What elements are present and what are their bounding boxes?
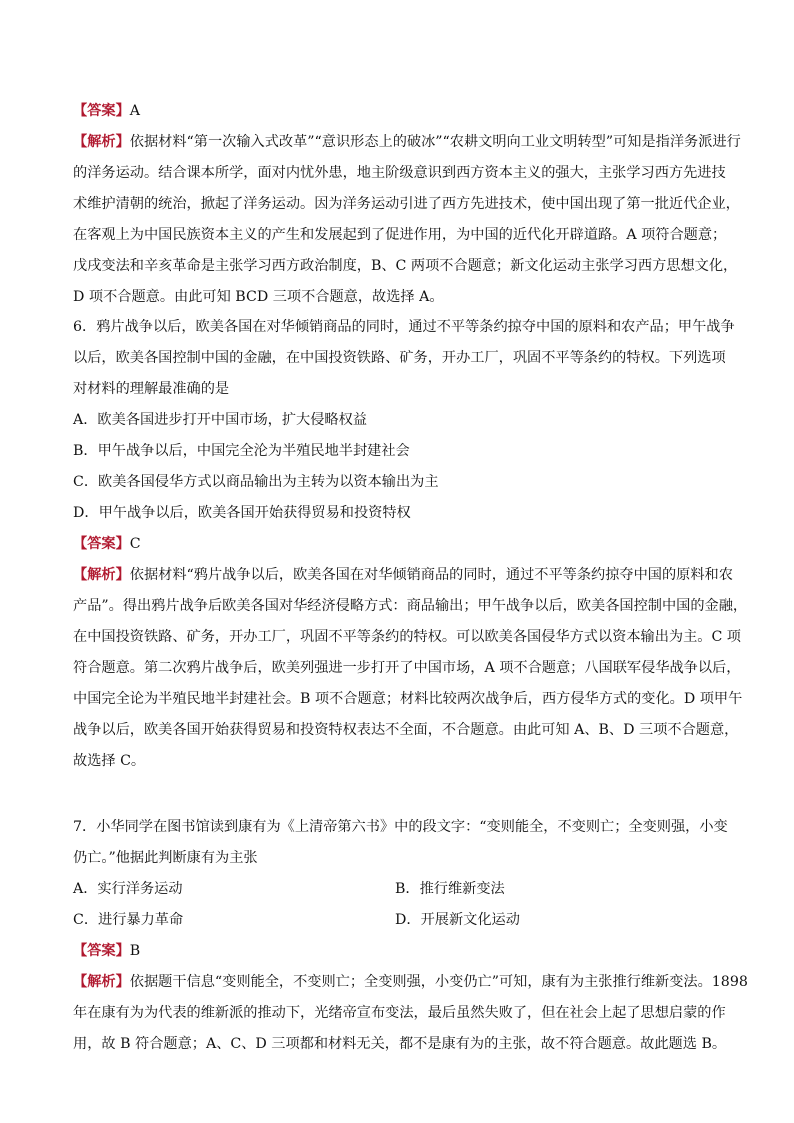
question-stem: 以后，欧美各国控制中国的金融，在中国投资铁路、矿务，开办工厂，巩固不平等条约的特权。下列选项 [73, 350, 726, 366]
analysis-text: 用，故 B 符合题意；A、C、D 三项都和材料无关，都不是康有为的主张，故不符合题意。故此题选 B。 [73, 1036, 727, 1052]
option-b: B．推行维新变法 [395, 881, 505, 897]
analysis-text: 年在康有为为代表的维新派的推动下，光绪帝宣布变法，最后虽然失败了，但在社会上起了思想启蒙的作 [73, 1005, 726, 1021]
q7-answer-line [73, 936, 725, 967]
option-d: D．开展新文化运动 [395, 912, 520, 928]
question-7 [73, 812, 748, 1060]
option-a: A．欧美各国进步打开中国市场，扩大侵略权益 [73, 412, 367, 428]
analysis-text: 中国完全论为半殖民地半封建社会。B 项不合题意；材料比较两次战争后，西方侵华方式的变化。D 项甲午 [73, 691, 743, 707]
q7-analysis-line [73, 967, 748, 998]
question-stem: 仍亡。”他据此判断康有为主张 [73, 850, 258, 866]
option-b: B．甲午战争以后，中国完全沦为半殖民地半封建社会 [73, 443, 410, 459]
options-row-2 [73, 905, 725, 936]
q7-answer: B [129, 943, 141, 959]
option-c: C．欧美各国侵华方式以商品输出为主转为以资本输出为主 [73, 474, 439, 490]
q5-answer-section [73, 96, 741, 313]
q6-answer: C [129, 536, 141, 552]
analysis-text: 依据材料“鸦片战争以后，欧美各国在对华倾销商品的同时，通过不平等条约掠夺中国的原料和农 [129, 567, 733, 583]
analysis-text: 戊戌变法和辛亥革命是主张学习西方政治制度，B、C 两项不合题意；新文化运动主张学习西方思想文化， [73, 258, 738, 274]
analysis-text: 战争以后，欧美各国开始获得贸易和投资特权表达不全面，不合题意。由此可知 A、B、D 三项不合题意， [73, 722, 739, 738]
analysis-text: 依据材料“第一次输入式改革”“意识形态上的破冰”“农耕文明向工业文明转型”可知是指洋务派进行 [129, 134, 741, 150]
analysis-text: D 项不合题意。由此可知 BCD 三项不合题意，故选择 A。 [73, 289, 444, 305]
analysis-tag: 【解析】 [73, 134, 130, 150]
options-row-1 [73, 874, 725, 905]
analysis-tag: 【解析】 [73, 974, 130, 990]
question-stem: 对材料的理解最准确的是 [73, 381, 230, 397]
option-c: C．进行暴力革命 [73, 912, 184, 928]
analysis-text: 依据题干信息“变则能全，不变则亡；全变则强，小变仍亡”可知，康有为主张推行维新变法。1898 [129, 974, 748, 990]
analysis-text: 的洋务运动。结合课本所学，面对内忧外患，地主阶级意识到西方资本主义的强大，主张学习西方先进技 [73, 165, 726, 181]
q6-answer-line [73, 529, 725, 560]
q5-answer: A [129, 103, 141, 119]
question-6 [73, 312, 748, 777]
analysis-text: 在客观上为中国民族资本主义的产生和发展起到了促进作用，为中国的近代化开辟道路。A 项符合题意； [73, 227, 727, 243]
analysis-text: 符合题意。第二次鸦片战争后，欧美列强进一步打开了中国市场，A 项不合题意；八国联军侵华战争以后， [73, 660, 741, 676]
analysis-text: 故选择 C。 [73, 753, 146, 769]
option-d: D．甲午战争以后，欧美各国开始获得贸易和投资特权 [73, 505, 411, 521]
answer-tag: 【答案】 [73, 536, 130, 552]
answer-tag: 【答案】 [73, 943, 130, 959]
q6-analysis-line [73, 560, 733, 591]
answer-tag: 【答案】 [73, 103, 130, 119]
analysis-text: 术维护清朝的统治，掀起了洋务运动。因为洋务运动引进了西方先进技术，使中国出现了第一批近代企业， [73, 196, 740, 212]
analysis-text: 产品”。得出鸦片战争后欧美各国对华经济侵略方式：商品输出；甲午战争以后，欧美各国控制中国的金融， [73, 598, 748, 614]
analysis-tag: 【解析】 [73, 567, 130, 583]
analysis-text: 在中国投资铁路、矿务，开办工厂，巩固不平等条约的特权。可以欧美各国侵华方式以资本输出为主。C 项 [73, 629, 741, 645]
q5-analysis-line [73, 127, 741, 158]
q5-answer-line [73, 96, 725, 127]
question-stem: 7．小华同学在图书馆读到康有为《上清帝第六书》中的段文字：“变则能全，不变则亡；全变则强，小变 [73, 819, 728, 835]
option-a: A．实行洋务运动 [73, 881, 183, 897]
question-stem: 6．鸦片战争以后，欧美各国在对华倾销商品的同时，通过不平等条约掠夺中国的原料和农产品；甲午战争 [73, 319, 735, 335]
